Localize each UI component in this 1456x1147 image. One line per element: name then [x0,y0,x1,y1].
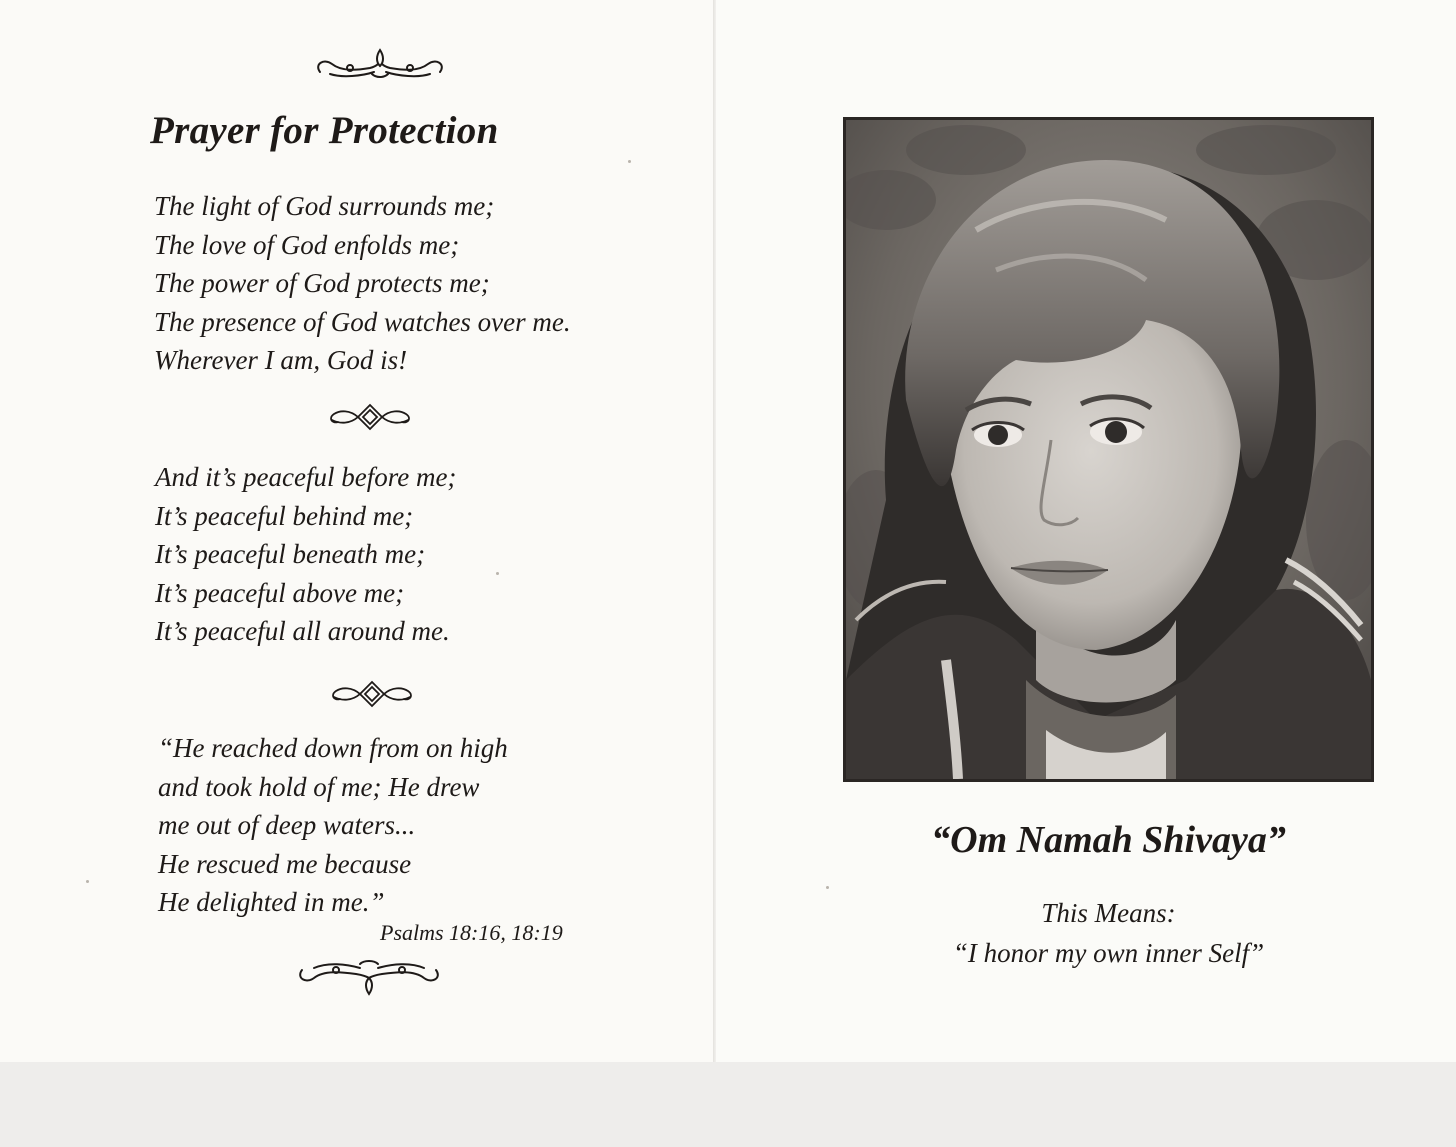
top-flourish-ornament [312,44,448,84]
verse-line: Wherever I am, God is! [154,345,408,375]
stanza-peaceful [155,458,456,651]
stanza-psalm-quote [158,729,508,922]
psalm-citation: Psalms 18:16, 18:19 [380,920,563,945]
prayer-title: Prayer for Protection [150,109,499,152]
meaning-label: This Means: [1041,898,1176,928]
verse-line: It’s peaceful above me; [155,577,405,608]
verse-line: The power of God protects me; [154,268,490,298]
verse-line: He delighted in me.” [158,887,385,917]
verse-line: And it’s peaceful before me; [155,462,457,492]
verse-line: me out of deep waters... [158,810,416,840]
paper-speck [628,160,631,163]
diamond-divider-ornament [322,402,418,432]
verse-line: It’s peaceful behind me; [155,500,414,531]
diamond-divider-ornament [324,679,420,709]
verse-line: He rescued me because [158,848,412,879]
scan-background [0,1060,1456,1147]
verse-line: The presence of God watches over me. [154,306,571,337]
stanza-light-of-god [154,187,571,380]
verse-line: and took hold of me; He drew [158,771,480,802]
portrait-photo [843,117,1374,782]
portrait-image [846,120,1371,779]
mantra-heading: “Om Namah Shivaya” [931,819,1286,861]
verse-line: “He reached down from on high [158,733,508,763]
meaning-text: “I honor my own inner Self” [952,938,1265,968]
verse-line: It’s peaceful all around me. [155,616,450,646]
verse-line: The love of God enfolds me; [154,229,460,260]
bottom-flourish-ornament [294,950,444,998]
paper-speck [86,880,89,883]
verse-line: It’s peaceful beneath me; [155,539,426,569]
paper-speck [826,886,829,889]
verse-line: The light of God surrounds me; [154,191,495,221]
paper-speck [496,572,499,575]
